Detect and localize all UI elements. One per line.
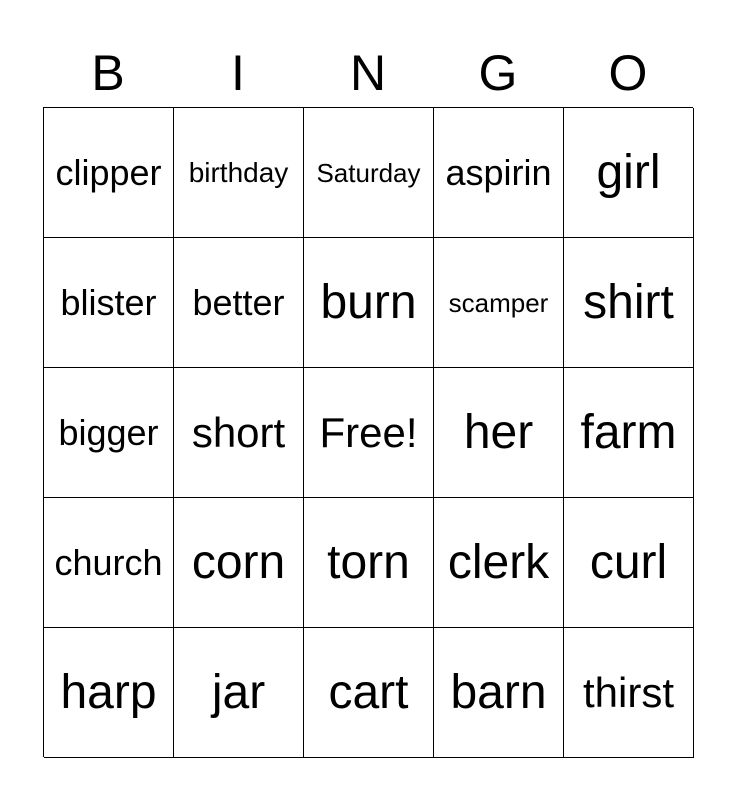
bingo-board (43, 107, 693, 757)
header-letter-g: G (478, 45, 518, 101)
header-letter-i: I (231, 45, 245, 101)
bingo-cell[interactable]: Saturday (304, 108, 434, 238)
bingo-cell[interactable]: short (174, 368, 304, 498)
bingo-cell[interactable]: blister (44, 238, 174, 368)
bingo-cell[interactable]: birthday (174, 108, 304, 238)
bingo-cell[interactable]: church (44, 498, 174, 628)
bingo-cell[interactable]: clipper (44, 108, 174, 238)
bingo-cell[interactable]: scamper (434, 238, 564, 368)
bingo-cell[interactable]: curl (564, 498, 694, 628)
bingo-cell[interactable]: burn (304, 238, 434, 368)
bingo-cell[interactable]: shirt (564, 238, 694, 368)
bingo-header (43, 42, 693, 104)
bingo-cell[interactable]: bigger (44, 368, 174, 498)
bingo-cell[interactable]: harp (44, 628, 174, 758)
header-letter-o: O (608, 45, 648, 101)
bingo-cell[interactable]: her (434, 368, 564, 498)
bingo-cell[interactable]: farm (564, 368, 694, 498)
bingo-cell[interactable]: torn (304, 498, 434, 628)
free-space-cell[interactable]: Free! (304, 368, 434, 498)
bingo-cell[interactable]: better (174, 238, 304, 368)
header-letter-n: N (349, 45, 387, 101)
bingo-cell[interactable]: girl (564, 108, 694, 238)
bingo-cell[interactable]: clerk (434, 498, 564, 628)
bingo-cell[interactable]: thirst (564, 628, 694, 758)
bingo-cell[interactable]: jar (174, 628, 304, 758)
bingo-cell[interactable]: aspirin (434, 108, 564, 238)
bingo-cell[interactable]: cart (304, 628, 434, 758)
bingo-cell[interactable]: barn (434, 628, 564, 758)
header-letter-b: B (91, 45, 125, 101)
bingo-cell[interactable]: corn (174, 498, 304, 628)
